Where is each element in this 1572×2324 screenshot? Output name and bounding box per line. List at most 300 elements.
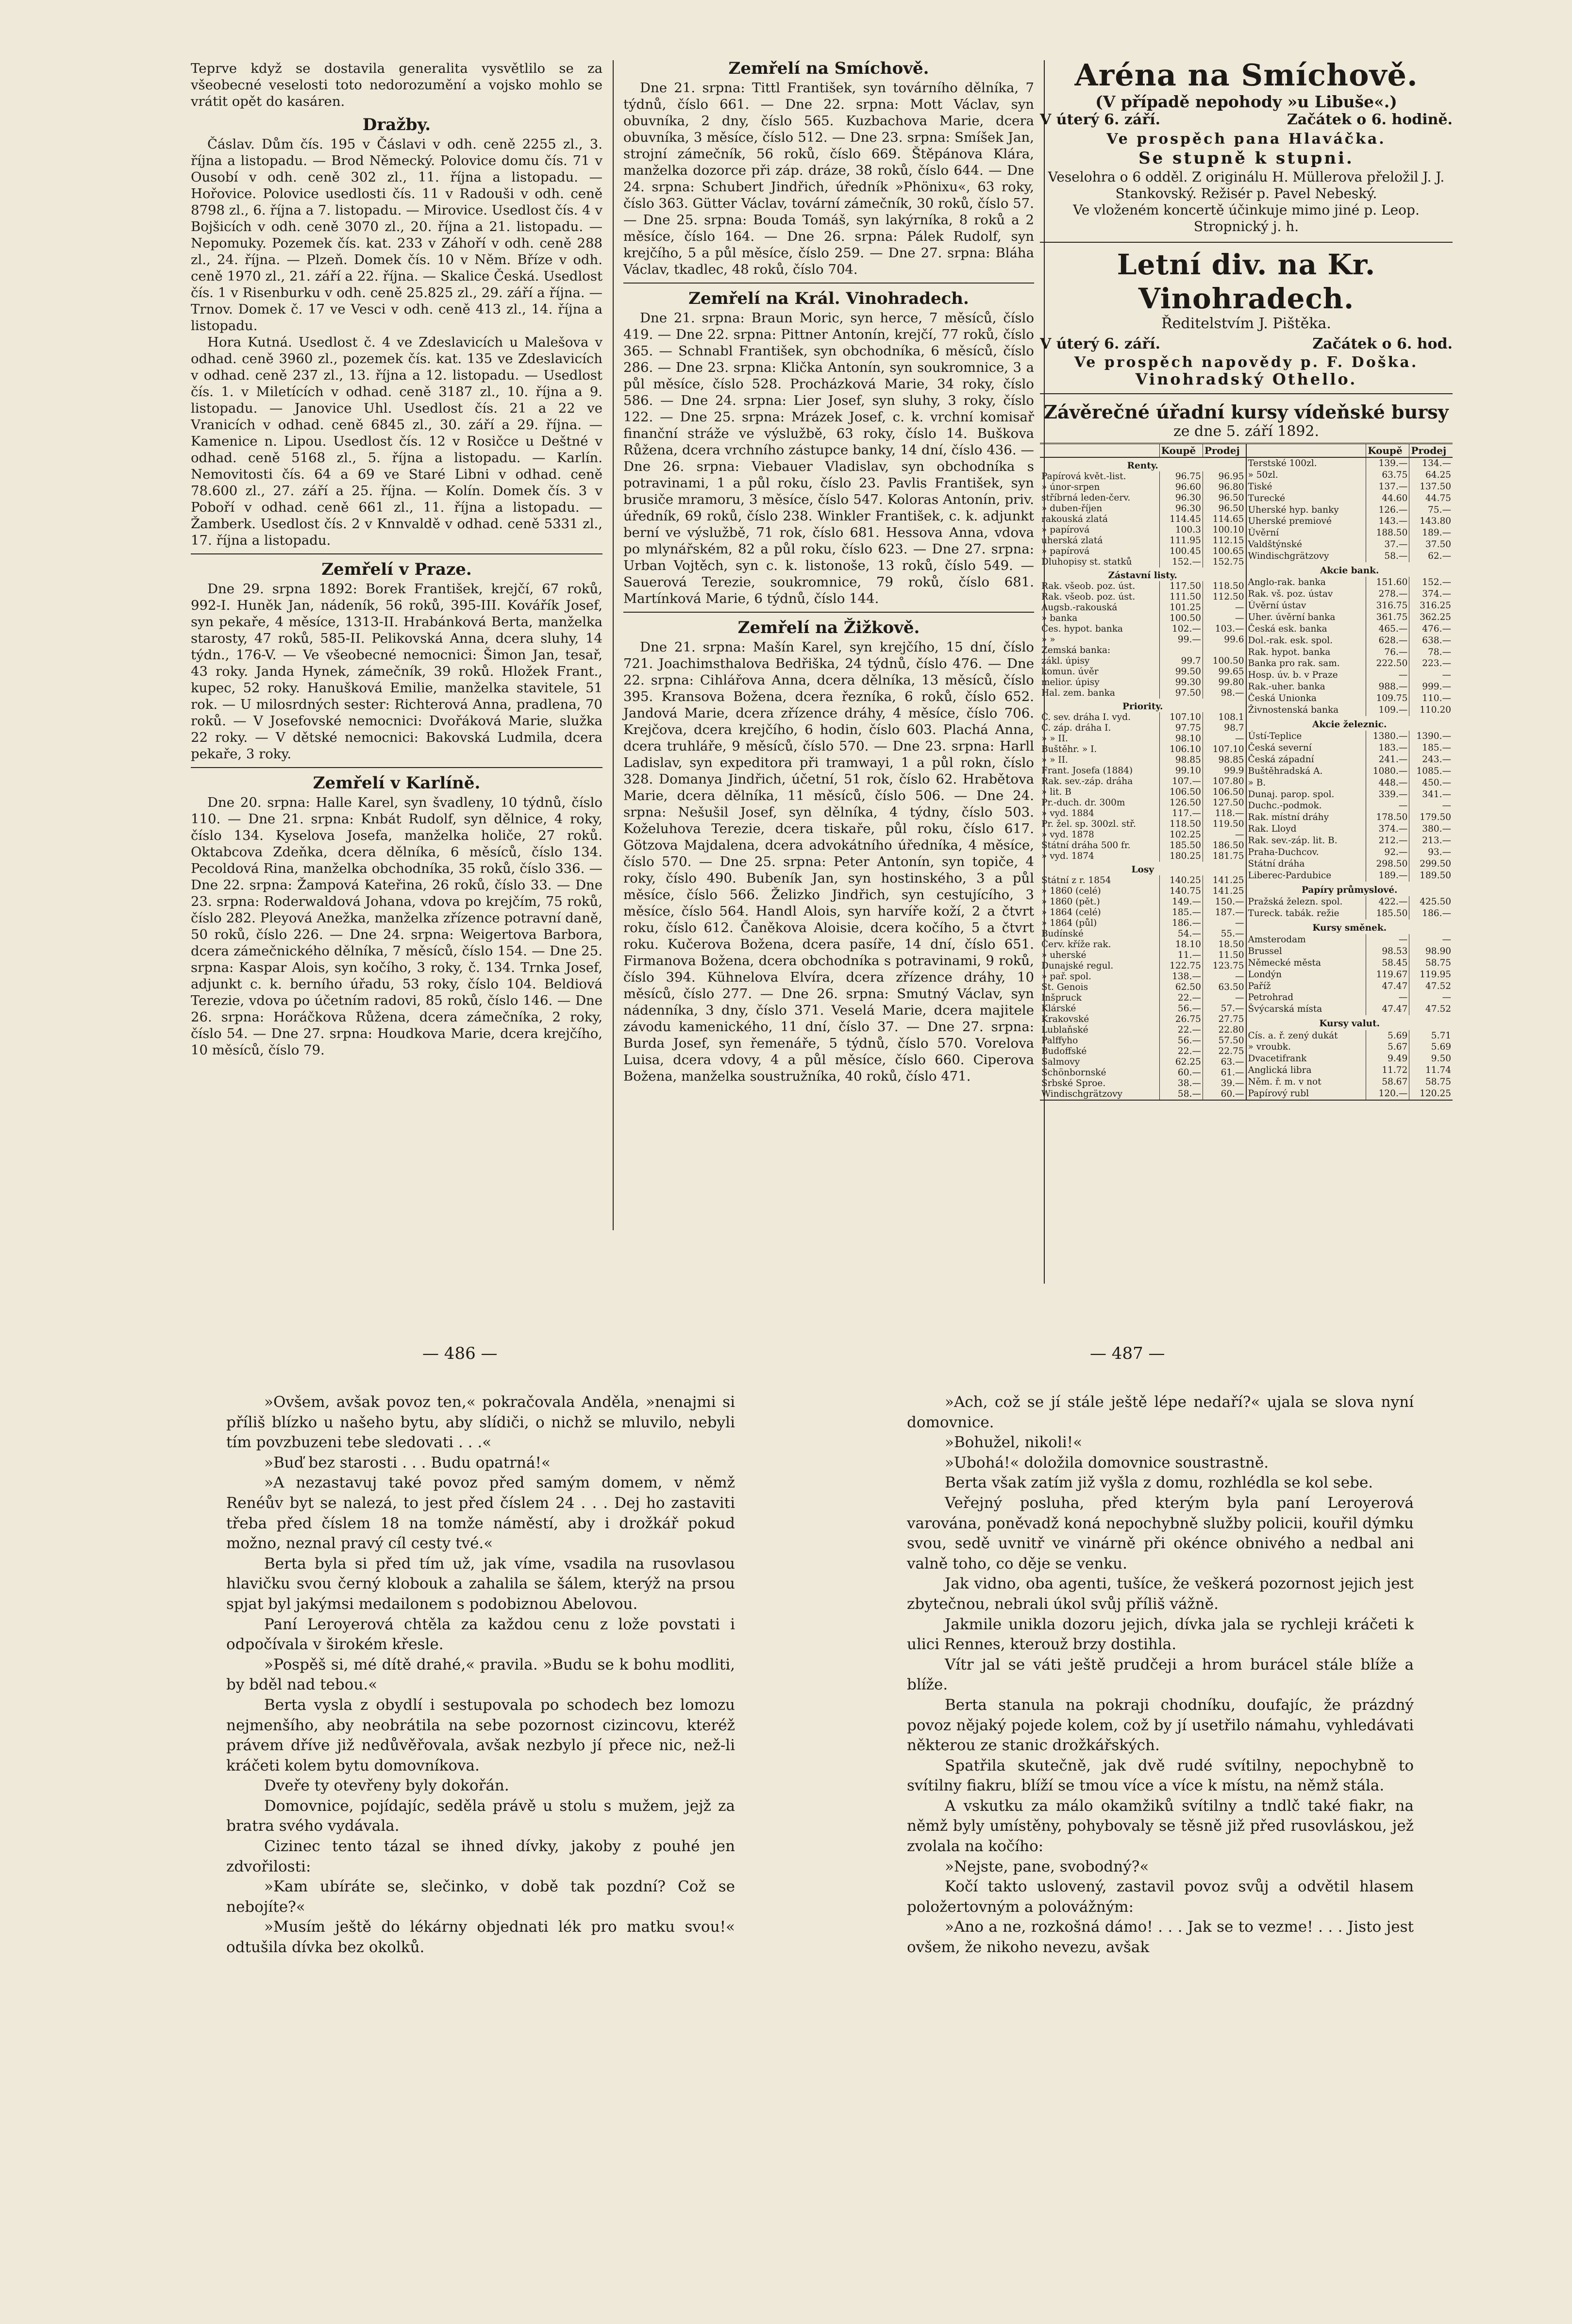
table-row	[1040, 776, 1246, 787]
instrument-name: Úvěrní	[1248, 528, 1279, 538]
sell-price: 98.90	[1409, 946, 1453, 957]
table-row	[1040, 503, 1246, 514]
table-row	[1247, 647, 1453, 658]
buy-price: 54.—	[1159, 929, 1203, 939]
instrument-name: » 50zl.	[1248, 469, 1278, 480]
divider	[623, 283, 1034, 284]
buy-price: 101.25	[1159, 602, 1203, 613]
column-header-sell: Prodej	[1203, 444, 1246, 457]
sell-price	[1203, 645, 1246, 656]
instrument-name: Hosp. úv. b. v Praze	[1248, 670, 1338, 681]
table-row	[1247, 1003, 1453, 1015]
buy-price: 149.—	[1159, 897, 1203, 907]
table-row	[1247, 981, 1453, 992]
divider	[191, 553, 602, 554]
auctions-text: Čáslav. Dům čís. 195 v Čáslavi v odh. ceně 2255 zl., 3. října a listopadu. — Brod Německý. Polovice domu čís. 71 v Ousobí v odh. ceně 302 zl., 11. října a listopadu. — Hořovice. Polovice usedlosti čís. 11 v Radouši v odh. ceně 8798 zl., 6. října a 7. listopadu. — Mirovice. Usedlost čís. 4 v Bojšicích v odh. ceně 3070 zl., 20. října a 21. listopadu. — Nepomuky. Pozemek čís. kat. 233 v Záhoří v odh. ceně 288 zl., 24. října. — Plzeň. Domek čís. 10 v Něm. Bříze v odh. ceně 1970 zl., 21. září a 22. října. — Skalice Česká. Usedlost čís. 1 v Risenburku v odh. ceně 25.825 zl., 29. září a října. — Trnov. Domek č. 17 ve Vesci v odh. ceně 413 zl., 14. října a listopadu.	[191, 136, 602, 334]
instrument-name: Srbské Sproe.	[1041, 1078, 1106, 1088]
book-paragraph: »Musím ještě do lékárny objednati lék pro matku svou!« odtušila dívka bez okolků.	[226, 1918, 735, 1956]
instrument-name: Švýcarská místa	[1248, 1004, 1322, 1015]
divider	[623, 612, 1034, 613]
sell-price: 100.10	[1203, 525, 1246, 535]
sell-price: 362.25	[1409, 612, 1453, 623]
instrument-name: Státní dráha 500 fr.	[1041, 840, 1131, 851]
instrument-name: » vyd. 1878	[1041, 830, 1094, 840]
instrument-name: » uherské	[1041, 950, 1087, 960]
sell-price: 96.50	[1203, 493, 1246, 503]
stock-table-right	[1247, 444, 1453, 1100]
section-label: Papíry průmyslové.	[1301, 885, 1398, 895]
instrument-name: Duchc.-podmok.	[1248, 801, 1322, 811]
instrument-name: Německé města	[1248, 957, 1321, 968]
sell-price: 96.80	[1203, 482, 1246, 493]
instrument-name: Liberec-Pardubice	[1248, 870, 1332, 881]
section-label: Priority.	[1122, 702, 1163, 712]
instrument-name: Klárské	[1041, 1003, 1076, 1014]
section-label: Kursy směnek.	[1312, 922, 1387, 933]
table-row	[1040, 950, 1246, 961]
buy-price: 222.50	[1366, 658, 1409, 669]
table-row	[1247, 896, 1453, 908]
table-row	[1040, 557, 1246, 568]
table-row	[1247, 551, 1453, 562]
buy-price: 988.—	[1366, 681, 1409, 693]
table-row	[1247, 800, 1453, 812]
table-row	[1247, 658, 1453, 669]
table-row	[1247, 969, 1453, 981]
instrument-name: Paříž	[1248, 981, 1271, 991]
sell-price: 108.1	[1203, 712, 1246, 723]
table-row	[1040, 592, 1246, 602]
sell-price: 78.—	[1409, 647, 1453, 658]
table-row	[1247, 835, 1453, 847]
instrument-name: Dluhopisy st. statků	[1041, 557, 1132, 567]
instrument-name: Inšpruck	[1041, 993, 1082, 1003]
book-paragraph: Berta však zatím již vyšla z domu, rozhlédla se kol sebe.	[945, 1474, 1373, 1492]
buy-price: 102.—	[1159, 624, 1203, 635]
buy-price: 361.75	[1366, 612, 1409, 623]
instrument-name: » duben-říjen	[1041, 503, 1103, 514]
table-row	[1247, 704, 1453, 716]
sell-price: 107.10	[1203, 744, 1246, 755]
sell-price: 9.50	[1409, 1053, 1453, 1065]
sell-price: 98.7	[1203, 723, 1246, 734]
instrument-name: uherská zlatá	[1041, 535, 1103, 546]
sell-price: 119.50	[1203, 819, 1246, 830]
table-row	[1040, 1068, 1246, 1078]
instrument-name: Rak. hypot. banka	[1248, 647, 1331, 657]
stock-exchange-date: ze dne 5. září 1892.	[1173, 423, 1320, 440]
instrument-name: Rak.-uher. banka	[1248, 682, 1325, 692]
sell-price: 120.25	[1409, 1088, 1453, 1100]
table-row	[1040, 840, 1246, 851]
table-row	[1040, 907, 1246, 918]
instrument-name: Papírová květ.-list.	[1041, 471, 1126, 482]
instrument-name: Červ. kříže rak.	[1041, 939, 1111, 950]
instrument-name: Schönbornské	[1041, 1068, 1106, 1078]
stock-table-left	[1040, 444, 1247, 1100]
buy-price: 1080.—	[1366, 766, 1409, 777]
instrument-name: Papírový rubl	[1248, 1088, 1309, 1099]
buy-price: 97.75	[1159, 723, 1203, 734]
instrument-name: Cís. a. ř. zený dukát	[1248, 1030, 1338, 1041]
sell-price: 186.—	[1409, 908, 1453, 920]
instrument-name: » papírová	[1041, 525, 1090, 535]
table-row	[1247, 577, 1453, 588]
table-row	[1247, 957, 1453, 969]
intro-paragraph: Teprve když se dostavila generalita vysvětlilo se za všeobecné veselosti toto nedorozumění a vojsko mohlo se vrátit opět do kasáren.	[191, 61, 602, 109]
sell-price: 114.65	[1203, 514, 1246, 525]
sell-price: 96.50	[1203, 503, 1246, 514]
praha-deaths-heading: Zemřelí v Praze.	[321, 560, 472, 579]
table-row	[1040, 535, 1246, 546]
instrument-name: Státní dráha	[1248, 858, 1305, 869]
sell-price: 99.80	[1203, 677, 1246, 688]
section-label: Zástavní listy.	[1108, 570, 1177, 581]
instrument-name: » vyd. 1884	[1041, 808, 1094, 819]
buy-price: 11.72	[1366, 1065, 1409, 1076]
table-row	[1040, 546, 1246, 557]
sell-price: 96.95	[1203, 471, 1246, 482]
buy-price: 9.49	[1366, 1053, 1409, 1065]
book-paragraph: »Ubohá!« doložila domovnice soustrastně.	[945, 1454, 1269, 1471]
table-row	[1247, 588, 1453, 600]
book-paragraph: »Buď bez starosti . . . Budu opatrná!«	[264, 1454, 551, 1471]
sell-price: 152.75	[1203, 557, 1246, 568]
karlin-deaths-text: Dne 20. srpna: Halle Karel, syn švadleny, 10 týdnů, číslo 110. — Dne 21. srpna: Knbát Rudolf, syn dělnice, 4 roky, číslo 134. Kyselova Josefa, manželka holiče, 27 roků. Oktabcova Zdeňka, dcera dělníka, 6 měsíců, číslo 134. Pecoldová Rina, manželka obchodníka, 35 roků, číslo 336. — Dne 22. srpna: Žampová Kateřina, 26 roků, číslo 33. — Dne 23. srpna: Roderwaldová Johana, vdova po krejčím, 75 roků, číslo 282. Pleyová Anežka, manželka zřízence potravní daně, 50 roků, číslo 226. — Dne 24. srpna: Weigertova Barbora, dcera zámečnického dělníka, 7 měsíců, číslo 154. — Dne 25. srpna: Kaspar Alois, syn kočího, 3 roky, č. 134. Trnka Josef, adjunkt c. k. berního úřadu, 53 roky, číslo 104. Beldiová Terezie, vdova po účetním radovi, 85 roků, číslo 146. — Dne 26. srpna: Horáčkova Růžena, dcera zámečníka, 2 roky, číslo 54. — Dne 27. srpna: Houdkova Marie, dcera krejčího, 10 měsíců, číslo 79.	[191, 795, 602, 1058]
table-row	[1040, 514, 1246, 525]
instrument-name: Tiské	[1248, 481, 1272, 492]
buy-price: 38.—	[1159, 1078, 1203, 1089]
book-paragraph: »Nejste, pane, svobodný?«	[945, 1857, 1149, 1875]
instrument-name: stříbrná leden-červ.	[1041, 493, 1131, 503]
instrument-name: Rak. Lloyd	[1248, 824, 1297, 835]
book-paragraph: Jak vidno, oba agenti, tušíce, že veškerá pozornost jejich jest zbytečnou, nebrali úkol svůj příliš vážně.	[907, 1575, 1414, 1613]
instrument-name: Čes. hypot. banka	[1041, 624, 1123, 634]
buy-price: 278.—	[1366, 588, 1409, 600]
book-paragraph: Berta vysla z obydlí i sestupovala po schodech bez lomozu nejmenšího, aby neobrátila na sebe pozornost cizincovu, kteréž právem dříve již nedůvěřovala, avšak nezbylo jí přece nic, než-li kráčeti kolem bytu domovníkova.	[226, 1696, 735, 1774]
table-section-heading	[1247, 920, 1453, 934]
sell-price: 22.80	[1203, 1025, 1246, 1036]
sell-price: 47.52	[1409, 981, 1453, 992]
arena-benefit: Ve prospěch pana Hlaváčka.	[1106, 131, 1386, 148]
smichov-deaths-heading: Zemřelí na Smíchově.	[728, 59, 929, 78]
arena-title: Aréna na Smíchově.	[1074, 57, 1418, 93]
column-rule	[613, 60, 614, 1230]
table-row	[1247, 1030, 1453, 1042]
instrument-name: Dunajské regul.	[1041, 961, 1114, 971]
sell-price: 100.50	[1203, 656, 1246, 667]
book-paragraph: Berta stanula na pokraji chodníku, doufajíc, že prázdný povoz nějaký pojede kolem, což by jí usetřilo námahu, vyhledávati některou ze stanic drožkářských.	[907, 1696, 1414, 1755]
sell-price: 64.25	[1409, 469, 1453, 481]
buy-price: 60.—	[1159, 1068, 1203, 1078]
sell-price: 63.—	[1203, 1057, 1246, 1068]
instrument-name: Windischgrätzovy	[1041, 1089, 1122, 1099]
instrument-name: Anglická libra	[1248, 1065, 1312, 1076]
table-row	[1040, 1057, 1246, 1068]
divider	[1040, 393, 1453, 394]
arena-concert: Ve vloženém koncertě účinkuje mimo jiné p. Leop. Stropnický j. h.	[1073, 202, 1420, 234]
stock-exchange-tables	[1040, 443, 1453, 1101]
table-row	[1247, 946, 1453, 957]
sell-price: 58.75	[1409, 1076, 1453, 1088]
sell-price: 57.—	[1203, 1003, 1246, 1014]
table-row	[1040, 723, 1246, 734]
instrument-name: Banka pro rak. sam.	[1248, 658, 1340, 669]
summer-theatre-director: Ředitelstvím J. Pištěka.	[1161, 315, 1331, 332]
instrument-name: Česká esk. banka	[1248, 623, 1327, 634]
sell-price: 99.65	[1203, 667, 1246, 677]
buy-price: 117.—	[1159, 808, 1203, 819]
table-row	[1040, 875, 1246, 886]
table-row	[1247, 789, 1453, 801]
buy-price: 298.50	[1366, 858, 1409, 870]
instrument-name: Lublaňské	[1041, 1025, 1088, 1035]
table-row	[1247, 516, 1453, 527]
sell-price: 223.—	[1409, 658, 1453, 669]
book-paragraph: Vítr jal se váti ještě prudčeji a hrom burácel stále blíže a blíže.	[907, 1655, 1414, 1694]
sell-price: 100.65	[1203, 546, 1246, 557]
instrument-name: Windischgrätzovy	[1248, 551, 1329, 562]
buy-price: 96.75	[1159, 471, 1203, 482]
sell-price: 27.75	[1203, 1014, 1246, 1025]
table-row	[1247, 600, 1453, 612]
table-row	[1040, 688, 1246, 699]
sell-price: —	[1409, 800, 1453, 812]
buy-price: 99.7	[1159, 656, 1203, 667]
sell-price: 123.75	[1203, 961, 1246, 971]
instrument-name: Rak. všeob. poz. úst.	[1041, 581, 1136, 591]
instrument-name: » 1864 (půl)	[1041, 918, 1097, 928]
table-row	[1247, 681, 1453, 693]
sell-price: 5.71	[1409, 1030, 1453, 1042]
buy-price: 5.67	[1366, 1041, 1409, 1053]
table-row	[1040, 982, 1246, 993]
divider	[1040, 242, 1453, 243]
page-number-right: — 487 —	[1090, 1344, 1165, 1363]
instrument-name: Salmovy	[1041, 1057, 1080, 1067]
sell-price: 299.50	[1409, 858, 1453, 870]
instrument-name: » lit. B	[1041, 787, 1071, 797]
table-row	[1247, 481, 1453, 493]
table-row	[1247, 858, 1453, 870]
buy-price: 44.60	[1366, 493, 1409, 504]
table-row	[1040, 712, 1246, 723]
summer-theatre-title: Letní div. na Kr. Vinohradech.	[1117, 248, 1376, 315]
sell-price: 374.—	[1409, 588, 1453, 600]
sell-price: 189.—	[1409, 527, 1453, 539]
column-middle	[623, 60, 1034, 1085]
sell-price: 181.75	[1203, 851, 1246, 862]
table-row	[1040, 961, 1246, 971]
buy-price: 100.3	[1159, 525, 1203, 535]
sell-price: —	[1203, 971, 1246, 982]
table-row	[1040, 755, 1246, 766]
sell-price: 37.50	[1409, 539, 1453, 551]
instrument-name: Uher. úvěrní banka	[1248, 612, 1336, 622]
buy-price: 56.—	[1159, 1003, 1203, 1014]
instrument-name: St. Genois	[1041, 982, 1088, 992]
buy-price: 1380.—	[1366, 731, 1409, 742]
table-row	[1247, 847, 1453, 858]
table-row	[1040, 602, 1246, 613]
instrument-name: » » II.	[1041, 755, 1068, 765]
instrument-name: Česká severní	[1248, 743, 1312, 753]
instrument-name: melior. úpisy	[1041, 677, 1100, 687]
table-row	[1247, 623, 1453, 635]
buy-price: 92.—	[1366, 847, 1409, 858]
table-row	[1040, 667, 1246, 677]
table-row	[1040, 677, 1246, 688]
instrument-name: Terstské 100zl.	[1248, 458, 1317, 468]
buy-price: 63.75	[1366, 469, 1409, 481]
table-row	[1040, 798, 1246, 808]
buy-price: 120.—	[1366, 1088, 1409, 1100]
instrument-name: Česká Unionka	[1248, 693, 1317, 704]
table-row	[1040, 918, 1246, 929]
arena-schedule	[1040, 112, 1453, 128]
sell-price: 119.95	[1409, 969, 1453, 981]
sell-price: 187.—	[1203, 907, 1246, 918]
buy-price: 126.50	[1159, 798, 1203, 808]
table-row	[1040, 897, 1246, 907]
sell-price: —	[1409, 669, 1453, 681]
sell-price: —	[1203, 734, 1246, 744]
table-row	[1040, 581, 1246, 592]
instrument-name: Buštěhr. » I.	[1041, 744, 1097, 754]
table-row	[1040, 1025, 1246, 1036]
table-row	[1040, 744, 1246, 755]
buy-price: 374.—	[1366, 823, 1409, 835]
buy-price: 99.50	[1159, 667, 1203, 677]
sell-price: —	[1203, 993, 1246, 1003]
instrument-name: Budoffské	[1041, 1046, 1087, 1056]
buy-price: 102.25	[1159, 830, 1203, 840]
sell-price: 186.50	[1203, 840, 1246, 851]
column-header-buy: Koupě	[1366, 444, 1409, 457]
zizkov-deaths-text: Dne 21. srpna: Mašín Karel, syn krejčího, 15 dní, číslo 721. Joachimsthalova Bedřiška, 24 týdnů, číslo 476. — Dne 22. srpna: Cihlářova Anna, dcera dělníka, 13 měsíců, číslo 395. Kransova Božena, dcera řezníka, 6 roků, číslo 652. Jandová Marie, dcera zřízence dráhy, 4 měsíce, číslo 706. Krejčova, dcera krejčího, 6 hodin, číslo 603. Plachá Anna, dcera truhláře, 9 měsíců, číslo 570. — Dne 23. srpna: Harll Ladislav, syn expeditora při tramwayi, 1 a půl rokn, číslo 328. Domanya Jindřich, účetní, 51 rok, číslo 62. Hrabětova Marie, dcera dělníka, 11 měsíců, číslo 506. — Dne 24. srpna: Nešušil Josef, syn dělníka, 4 týdny, číslo 503. Koželuhova Terezie, dcera tiskaře, půl roku, číslo 617. Götzova Majdalena, dcera advokátního úředníka, 4 měsíce, číslo 570. — Dne 25. srpna: Peter Antonín, syn topiče, 4 roky, číslo 490. Bubeník Jan, syn hostinského, 3 a půl měsíce, číslo 566. Želizko Jindřich, syn cestujícího, 3 měsíce, číslo 564. Handl Alois, syn harvíře koží, 2 a čtvrt roku, číslo 612. Čaněkova Aloisie, dcera kočího, 5 a čtvrt roku. Kučerova Božena, dcera pasíře, 14 dní, číslo 651. Firmanova Božena, dcera obchodníka s potravinami, 9 roků, číslo 394. Kühnelova Elvíra, dcera zřízence dráhy, 10 měsíců, číslo 277. — Dne 26. srpna: Smutný Václav, syn nádenníka, 3 dny, číslo 371. Veselá Marie, dcera majitele závodu kamenického, 11 dní, číslo 37. — Dne 27. srpna: Burda Josef, syn řemenáře, 5 týdnů, číslo 570. Vorelova Luisa, dcera vdovy, 4 a půl měsíce, číslo 660. Ciperova Božena, manželka soustružníka, 40 roků, číslo 471.	[623, 639, 1034, 1084]
buy-price: 152.—	[1159, 557, 1203, 568]
instrument-name: Pr. žel. sp. 300zl. stř.	[1041, 819, 1136, 829]
sell-price: 380.—	[1409, 823, 1453, 835]
book-paragraph: A vskutku za málo okamžiků svítilny a tndlč také fiakr, na němž byly umístěny, pohybovaly se těsně již před rusovláskou, jež zvolala na kočího:	[907, 1797, 1414, 1856]
instrument-name: » 1860 (pět.)	[1041, 897, 1100, 907]
book-paragraph: »Bohužel, nikoli!«	[945, 1434, 1083, 1452]
buy-price: 58.—	[1159, 1089, 1203, 1100]
buy-price: 99.30	[1159, 677, 1203, 688]
sell-price: 98.85	[1203, 755, 1246, 766]
sell-price: —	[1409, 934, 1453, 946]
section-label: Renty.	[1127, 461, 1158, 471]
sell-price: 185.—	[1409, 742, 1453, 754]
book-paragraph: »Ach, což se jí stále ještě lépe nedaří?« ujala se slova nyní domovnice.	[907, 1393, 1414, 1431]
instrument-name: Živnostenská banka	[1248, 704, 1339, 715]
buy-price: 22.—	[1159, 993, 1203, 1003]
instrument-name: Pražská železn. spol.	[1248, 896, 1343, 907]
sell-price: 112.15	[1203, 535, 1246, 546]
instrument-name: Rak. všeob. poz. úst.	[1041, 592, 1136, 602]
sell-price: 62.—	[1409, 551, 1453, 562]
buy-price: 99.10	[1159, 766, 1203, 776]
table-row	[1247, 693, 1453, 704]
summer-theatre-play: Vinohradský Othello.	[1135, 370, 1357, 388]
table-row	[1247, 908, 1453, 920]
table-row	[1247, 539, 1453, 551]
buy-price: 122.75	[1159, 961, 1203, 971]
sell-price: 61.—	[1203, 1068, 1246, 1078]
table-row	[1247, 870, 1453, 882]
sell-price: 243.—	[1409, 754, 1453, 766]
sell-price: 112.50	[1203, 592, 1246, 602]
table-row	[1247, 1065, 1453, 1076]
column-header-buy: Koupě	[1159, 444, 1203, 457]
sell-price: 341.—	[1409, 789, 1453, 801]
instrument-name: Úvěrní ústav	[1248, 601, 1306, 611]
table-row	[1040, 971, 1246, 982]
table-row	[1040, 624, 1246, 635]
column-right	[1040, 58, 1453, 1101]
sell-price: —	[1409, 992, 1453, 1003]
sell-price: 75.—	[1409, 504, 1453, 516]
instrument-name: Česká západní	[1248, 754, 1314, 765]
buy-price: 97.50	[1159, 688, 1203, 699]
buy-price: 107.—	[1159, 776, 1203, 787]
instrument-name: Brussel	[1248, 946, 1282, 956]
table-row	[1247, 493, 1453, 504]
sell-price: 118.—	[1203, 808, 1246, 819]
instrument-name: Valdštýnské	[1248, 539, 1302, 550]
arena-subtitle: (V případě nepohody »u Libuše«.)	[1095, 92, 1397, 111]
sell-price: 11.50	[1203, 950, 1246, 961]
arena-time: Začátek o 6. hodině.	[1287, 111, 1453, 128]
instrument-name: » vroubk.	[1248, 1042, 1291, 1053]
sell-price: 118.50	[1203, 581, 1246, 592]
auctions-heading: Dražby.	[362, 115, 431, 134]
table-row	[1040, 1046, 1246, 1057]
instrument-name: Rak. místní dráhy	[1248, 812, 1329, 823]
table-row	[1247, 731, 1453, 742]
karlin-deaths-heading: Zemřelí v Karlíně.	[313, 773, 481, 793]
sell-price: 99.9	[1203, 766, 1246, 776]
buy-price: 180.25	[1159, 851, 1203, 862]
table-section-heading	[1040, 699, 1246, 712]
book-paragraph: »Kam ubíráte se, slečinko, v době tak pozdní? Což se nebojíte?«	[226, 1878, 735, 1916]
sell-price: 58.75	[1409, 957, 1453, 969]
instrument-name: Rak. vš. poz. ústav	[1248, 589, 1333, 600]
sell-price: 141.25	[1203, 875, 1246, 886]
buy-price: 96.30	[1159, 493, 1203, 503]
buy-price: 465.—	[1366, 623, 1409, 635]
sell-price: 110.—	[1409, 693, 1453, 704]
buy-price: 98.53	[1366, 946, 1409, 957]
buy-price: 448.—	[1366, 777, 1409, 789]
table-row	[1040, 471, 1246, 482]
buy-price: 58.—	[1366, 551, 1409, 562]
instrument-name: Palffyho	[1041, 1036, 1078, 1046]
sell-price: 57.50	[1203, 1036, 1246, 1046]
arena-description: Veselohra o 6 odděl. Z originálu H. Müllerova přeložil J. J. Stankovský. Režisér p. Pavel Nebeský.	[1048, 169, 1445, 201]
buy-price: 11.—	[1159, 950, 1203, 961]
instrument-name: Amsterodam	[1248, 935, 1306, 945]
instrument-name: » banka	[1041, 613, 1078, 623]
instrument-name: Uherské hyp. banky	[1248, 504, 1339, 515]
instrument-name: » B.	[1248, 777, 1266, 788]
table-section-heading	[1247, 1015, 1453, 1030]
buy-price: 119.67	[1366, 969, 1409, 981]
buy-price: 186.—	[1159, 918, 1203, 929]
buy-price: 316.75	[1366, 600, 1409, 612]
buy-price: 98.85	[1159, 755, 1203, 766]
buy-price: 99.—	[1159, 635, 1203, 645]
